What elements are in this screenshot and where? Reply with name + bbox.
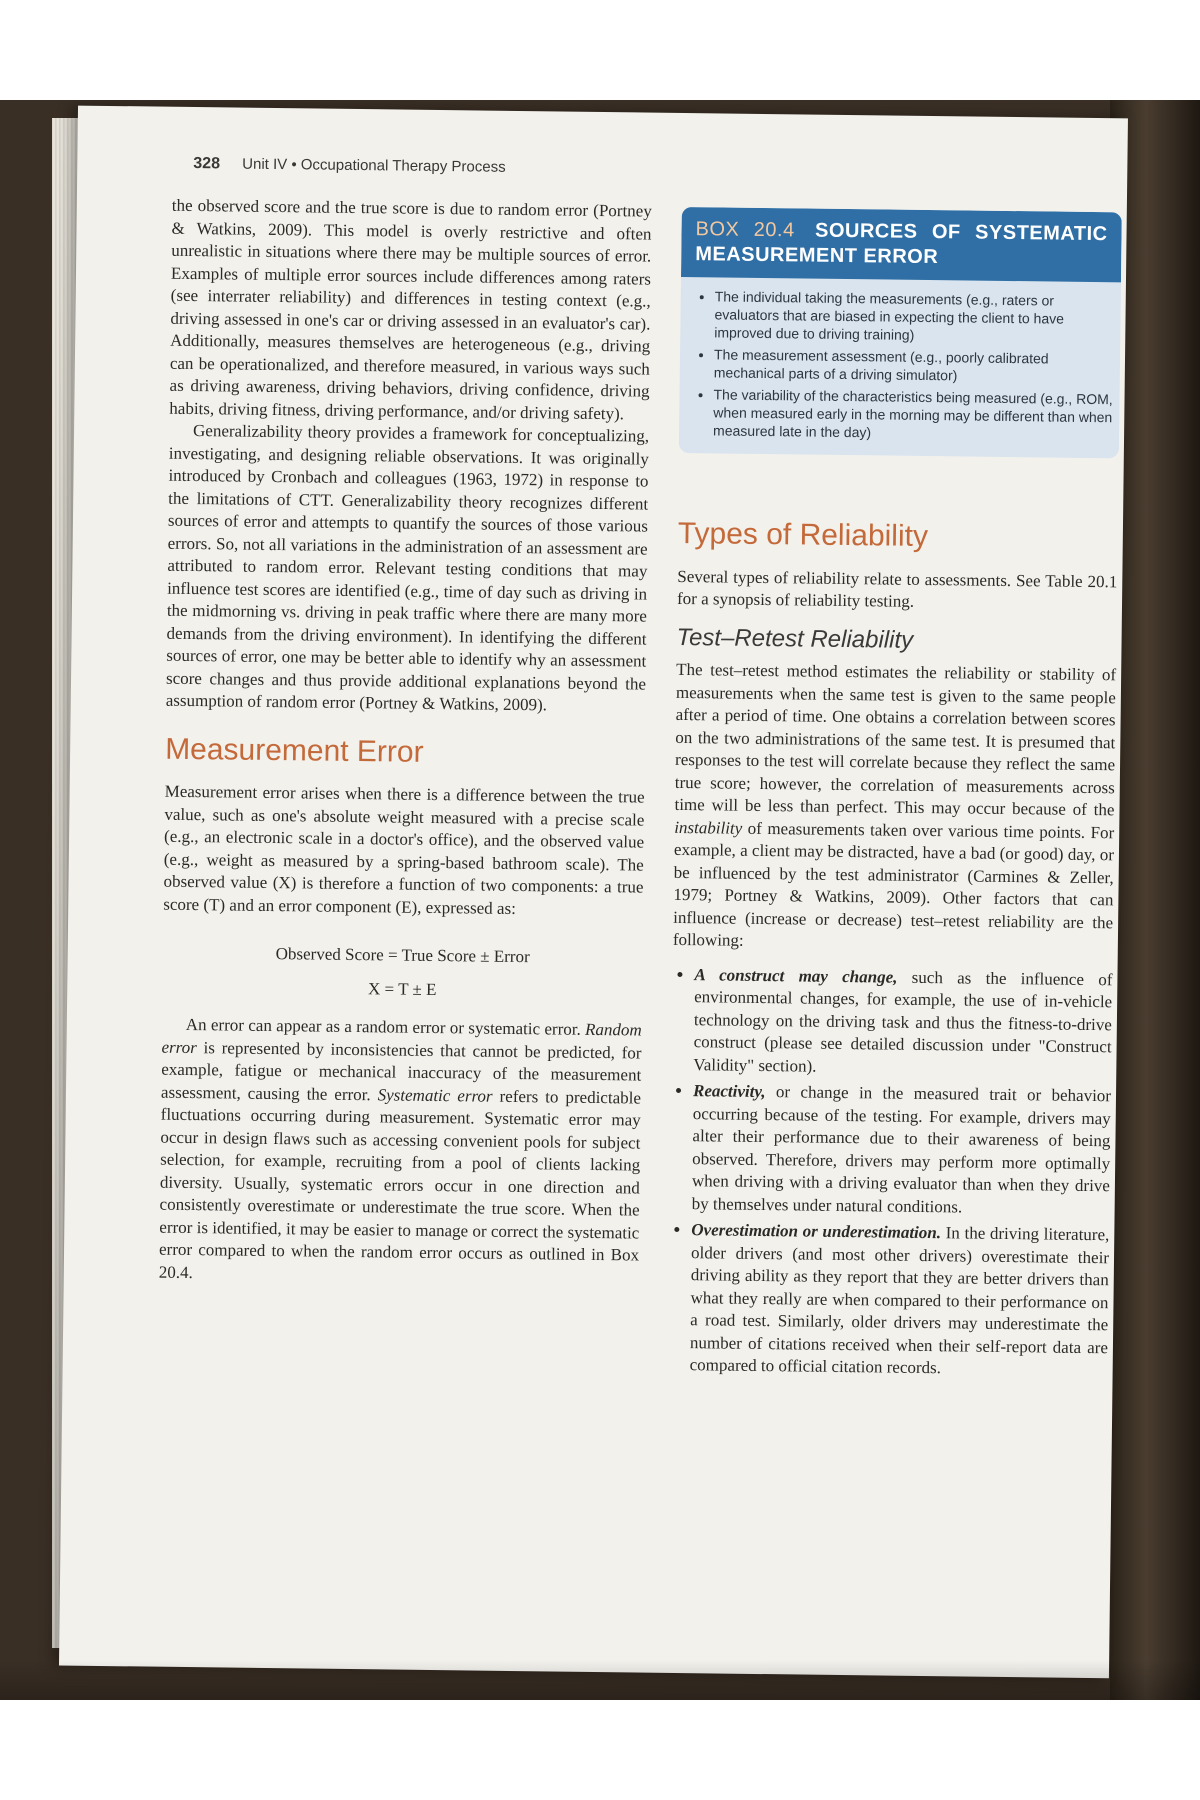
box-label: BOX 20.4 bbox=[695, 218, 795, 242]
box-header bbox=[681, 207, 1122, 282]
formula-block bbox=[162, 936, 643, 1010]
right-column bbox=[668, 201, 1122, 1386]
text-run: An error can appear as a random error or systematic error. bbox=[185, 1014, 586, 1039]
heading-measurement-error: Measurement Error bbox=[164, 732, 424, 769]
text-run: of measurements taken over various time points. For example, a client may be distracted, have a bad (or good) day, or be influenced by the test administrator (Carmines & Zeller, 1979; Portney & Watkins, 2009). Other factors that can influence (increase or decrease) test–retest reliability are the following: bbox=[672, 818, 1115, 950]
factor-term: A construct may change, bbox=[694, 964, 898, 987]
text-run: is represented by inconsistencies that cannot be predicted, for example, fatigue or mechanical inaccuracy of the measurement assessment, causing the error. bbox=[160, 1037, 642, 1104]
box-list-item: • The measurement assessment (e.g., poorly calibrated mechanical parts of a driving simulator) bbox=[714, 345, 1120, 386]
factor-text: In the driving literature, older drivers (and most other drivers) overestimate their driving ability as they report that they are better drivers than what they really are when compared to their performance on a road test. Similarly, older drivers may underestimate the number of citations received when their self-report data are compared to official citation records. bbox=[689, 1223, 1110, 1378]
factor-term: Reactivity, bbox=[692, 1081, 766, 1102]
formula-symbols: X = T ± E bbox=[367, 979, 437, 1000]
paragraph-test-retest bbox=[673, 659, 1117, 957]
running-head-title: Unit IV • Occupational Therapy Process bbox=[242, 155, 506, 176]
heading-types-of-reliability: Types of Reliability bbox=[677, 516, 929, 554]
paragraph-error-types bbox=[159, 1014, 642, 1290]
factor-term: Overestimation or underestimation. bbox=[691, 1220, 942, 1243]
factor-text: such as the influence of environmental changes, for example, the use of in-vehicle technology on the driving task and thus the fitness-to-drive construct (please see detailed discussion under "Construct Validity" section). bbox=[693, 967, 1113, 1076]
paragraph-measurement-error: Measurement error arises when there is a difference between the true value, such as one's absolute weight measured with a precise scale (e.g., an electronic scale in a doctor's office), and the observed value (e.g., weight as measured by a spring-based bathroom scale). The observed value (X) is therefore a function of two components: a true score (T) and an error component (E), expressed as: bbox=[163, 781, 645, 918]
running-header bbox=[193, 155, 506, 177]
left-column bbox=[159, 195, 652, 1290]
photo-shadow bbox=[0, 1660, 1200, 1700]
heading-test-retest: Test–Retest Reliability bbox=[676, 623, 914, 654]
term-systematic-error: Systematic error bbox=[377, 1084, 493, 1106]
paragraph-types: Several types of reliability relate to assessments. See Table 20.1 for a synopsis of reliability testing. bbox=[676, 566, 1118, 611]
factor-item bbox=[690, 1219, 1110, 1382]
box-title: SOURCES OF SYSTEMATIC MEASUREMENT ERROR bbox=[695, 219, 1108, 269]
factor-item bbox=[693, 964, 1112, 1082]
box-list-item: • The variability of the characteristics being measured (e.g., ROM, when measured early in the morning may be different than when measured late in the day) bbox=[713, 385, 1120, 444]
box-20-4 bbox=[679, 207, 1122, 458]
book-photo bbox=[0, 100, 1200, 1700]
box-list bbox=[679, 287, 1121, 444]
text-run: refers to predictable fluctuations occurring during measurement. Systematic error may occur in design flaws such as accessing convenient pools for subject selection, for example, recruiting from a pool of clients lacking diversity. Usually, systematic errors occur in one direction and consistently overestimate or underestimate the true score. When the error is identified, it may be easier to manage or correct the systematic error compared to when the random error occurs as outlined in Box 20.4. bbox=[158, 1086, 642, 1282]
term-random-error: Random error bbox=[161, 1019, 642, 1057]
factor-text: or change in the measured trait or behavior occurring because of the testing. For example, drivers may alter their performance due to their awareness of being observed. Therefore, drivers may perform more optimally when driving with a driving evaluator than when they drive by themselves under natural conditions. bbox=[691, 1082, 1112, 1216]
paragraph-ctt: the observed score and the true score is due to random error (Portney & Watkins, 2009). This model is overly restrictive and often unrealistic in situations where there may be multiple sources of error. Examples of multiple error sources include differences among raters (see interrater reliability) and differences in testing context (e.g., driving assessed in one's car or driving assessed in an evaluator's car). Additionally, measures themselves are heterogeneous (e.g., driving can be operationalized, and therefore measured, in various ways such as driving awareness, driving behaviors, driving confidence, driving habits, driving fitness, driving performance, and/or driving safety). bbox=[169, 195, 652, 423]
formula-words: Observed Score = True Score ± Error bbox=[275, 944, 530, 967]
page-number: 328 bbox=[193, 154, 221, 173]
factor-item bbox=[692, 1080, 1112, 1220]
textbook-page bbox=[59, 106, 1128, 1679]
paragraph-generalizability: Generalizability theory provides a framework for conceptualizing, investigating, and designing reliable observations. It was originally introduced by Cronbach and colleagues (1963, 1972) in response to the limitations of CTT. Generalizability theory recognizes different sources of error and attempts to quantify the sources of those various errors. So, not all variations in the administration of an assessment are attributed to random error. Relevant testing conditions that may influence test scores are identified (e.g., time of day such as driving in the midmorning vs. driving in peak traffic where there are many more demands from the driving environment). In identifying the different sources of error, one may be better able to identify why an assessment score changes and thus provide additional explanations beyond the assumption of random error (Portney & Watkins, 2009). bbox=[165, 421, 650, 715]
box-list-item: • The individual taking the measurements (e.g., raters or evaluators that are biased in expecting the client to have improved due to driving training) bbox=[714, 287, 1121, 346]
factor-list bbox=[668, 963, 1113, 1381]
text-run: The test–retest method estimates the reliability or stability of measurements when the same test is given to the same people after a period of time. One obtains a correlation between scores on the two administrations of the same test. It is presumed that responses to the test will correlate because they reflect the same true score; however, the correlation of measurements across time will be less than perfect. This may occur because of the bbox=[674, 659, 1117, 820]
term-instability: instability bbox=[674, 817, 743, 838]
